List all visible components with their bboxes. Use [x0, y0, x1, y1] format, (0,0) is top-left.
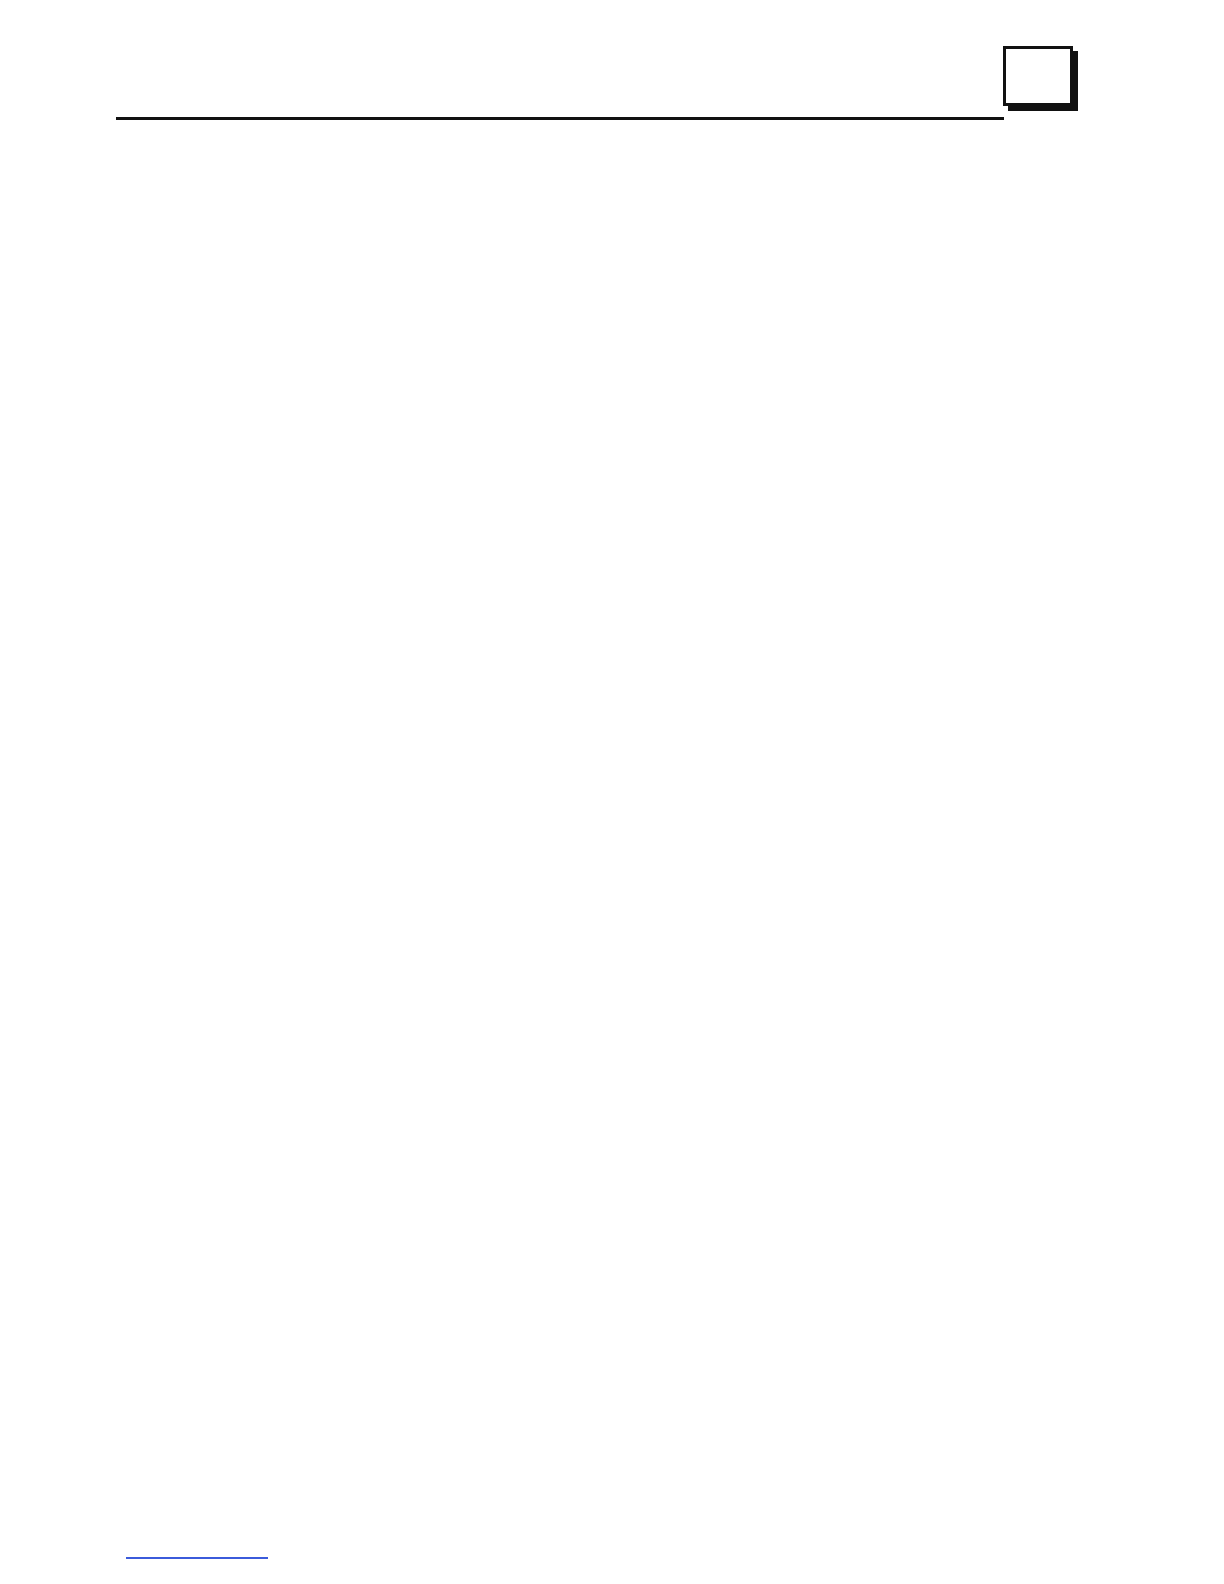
header-rule: [116, 117, 1004, 120]
page-number: [1003, 46, 1073, 106]
footer-link-line: [126, 1557, 268, 1559]
section-title: [171, 141, 187, 168]
remote-control-diagram: [150, 180, 560, 880]
